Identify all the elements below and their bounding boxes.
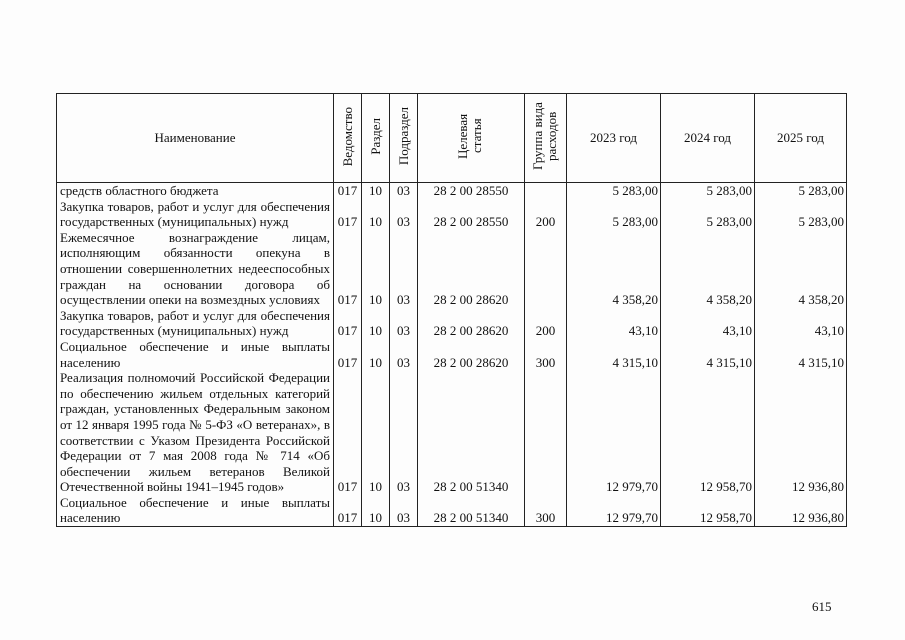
cell-podrazdel: 03 <box>390 339 418 370</box>
cell-vedomstvo: 017 <box>334 370 362 495</box>
cell-razdel: 10 <box>362 199 390 230</box>
cell-2025: 5 283,00 <box>755 199 847 230</box>
cell-razdel: 10 <box>362 370 390 495</box>
cell-vedomstvo: 017 <box>334 230 362 308</box>
cell-razdel: 10 <box>362 183 390 199</box>
cell-gruppa <box>525 230 567 308</box>
table-row <box>57 183 847 199</box>
cell-gruppa: 300 <box>525 339 567 370</box>
cell-2024: 5 283,00 <box>661 183 755 199</box>
cell-podrazdel: 03 <box>390 199 418 230</box>
cell-gruppa: 300 <box>525 495 567 527</box>
cell-gruppa <box>525 370 567 495</box>
cell-celevaya: 28 2 00 28620 <box>418 308 525 339</box>
cell-2024: 43,10 <box>661 308 755 339</box>
cell-2025: 5 283,00 <box>755 183 847 199</box>
cell-razdel: 10 <box>362 339 390 370</box>
cell-vedomstvo: 017 <box>334 183 362 199</box>
table-row <box>57 230 847 308</box>
table-row <box>57 370 847 495</box>
cell-celevaya: 28 2 00 51340 <box>418 370 525 495</box>
header-2025: 2025 год <box>755 94 847 183</box>
cell-vedomstvo: 017 <box>334 308 362 339</box>
cell-podrazdel: 03 <box>390 230 418 308</box>
cell-vedomstvo: 017 <box>334 339 362 370</box>
budget-table <box>56 93 847 527</box>
header-2024: 2024 год <box>661 94 755 183</box>
cell-2023: 43,10 <box>567 308 661 339</box>
cell-name: средств областного бюджета <box>57 183 334 199</box>
cell-podrazdel: 03 <box>390 308 418 339</box>
cell-name: Социальное обеспечение и иные выплаты населению <box>57 339 334 370</box>
cell-2025: 12 936,80 <box>755 370 847 495</box>
cell-2023: 12 979,70 <box>567 495 661 527</box>
cell-2024: 5 283,00 <box>661 199 755 230</box>
header-name: Наименование <box>57 94 334 183</box>
header-podrazdel: Подраздел <box>390 94 418 183</box>
cell-2023: 5 283,00 <box>567 199 661 230</box>
cell-name: Реализация полномочий Российской Федерации по обеспечению жильем отдельных категорий граждан, установленных Федеральным законом от 12 января 1995 года № 5-ФЗ «О ветеранах», в соответствии с Указом Президента Российской Федерации от 7 мая 2008 года № 714 «Об обеспечении жильем ветеранов Великой Отечественной войны 1941–1945 годов» <box>57 370 334 495</box>
cell-razdel: 10 <box>362 308 390 339</box>
cell-2024: 4 358,20 <box>661 230 755 308</box>
cell-podrazdel: 03 <box>390 370 418 495</box>
cell-podrazdel: 03 <box>390 495 418 527</box>
cell-2025: 4 315,10 <box>755 339 847 370</box>
cell-2025: 4 358,20 <box>755 230 847 308</box>
cell-podrazdel: 03 <box>390 183 418 199</box>
cell-2024: 12 958,70 <box>661 495 755 527</box>
table-row <box>57 495 847 527</box>
table-header-row <box>57 94 847 183</box>
cell-2025: 12 936,80 <box>755 495 847 527</box>
cell-2023: 4 315,10 <box>567 339 661 370</box>
header-gruppa: Группа вида расходов <box>525 94 567 183</box>
cell-celevaya: 28 2 00 51340 <box>418 495 525 527</box>
cell-razdel: 10 <box>362 230 390 308</box>
cell-celevaya: 28 2 00 28620 <box>418 339 525 370</box>
cell-name: Ежемесячное вознаграждение лицам, исполняющим обязанности опекуна в отношении совершеннолетних недееспособных граждан на основании договора об осуществлении опеки на возмездных условиях <box>57 230 334 308</box>
cell-2023: 5 283,00 <box>567 183 661 199</box>
cell-name: Социальное обеспечение и иные выплаты населению <box>57 495 334 527</box>
header-razdel: Раздел <box>362 94 390 183</box>
cell-vedomstvo: 017 <box>334 199 362 230</box>
header-vedomstvo: Ведомство <box>334 94 362 183</box>
cell-2024: 4 315,10 <box>661 339 755 370</box>
cell-celevaya: 28 2 00 28550 <box>418 183 525 199</box>
cell-2023: 12 979,70 <box>567 370 661 495</box>
cell-vedomstvo: 017 <box>334 495 362 527</box>
cell-gruppa <box>525 183 567 199</box>
table-row <box>57 339 847 370</box>
cell-celevaya: 28 2 00 28620 <box>418 230 525 308</box>
cell-2025: 43,10 <box>755 308 847 339</box>
header-2023: 2023 год <box>567 94 661 183</box>
cell-celevaya: 28 2 00 28550 <box>418 199 525 230</box>
cell-name: Закупка товаров, работ и услуг для обеспечения государственных (муниципальных) нужд <box>57 308 334 339</box>
table-row <box>57 199 847 230</box>
page-number: 615 <box>812 599 832 614</box>
cell-razdel: 10 <box>362 495 390 527</box>
cell-gruppa: 200 <box>525 199 567 230</box>
cell-2023: 4 358,20 <box>567 230 661 308</box>
header-celevaya: Целевая статья <box>418 94 525 183</box>
cell-2024: 12 958,70 <box>661 370 755 495</box>
cell-name: Закупка товаров, работ и услуг для обеспечения государственных (муниципальных) нужд <box>57 199 334 230</box>
cell-gruppa: 200 <box>525 308 567 339</box>
table-row <box>57 308 847 339</box>
